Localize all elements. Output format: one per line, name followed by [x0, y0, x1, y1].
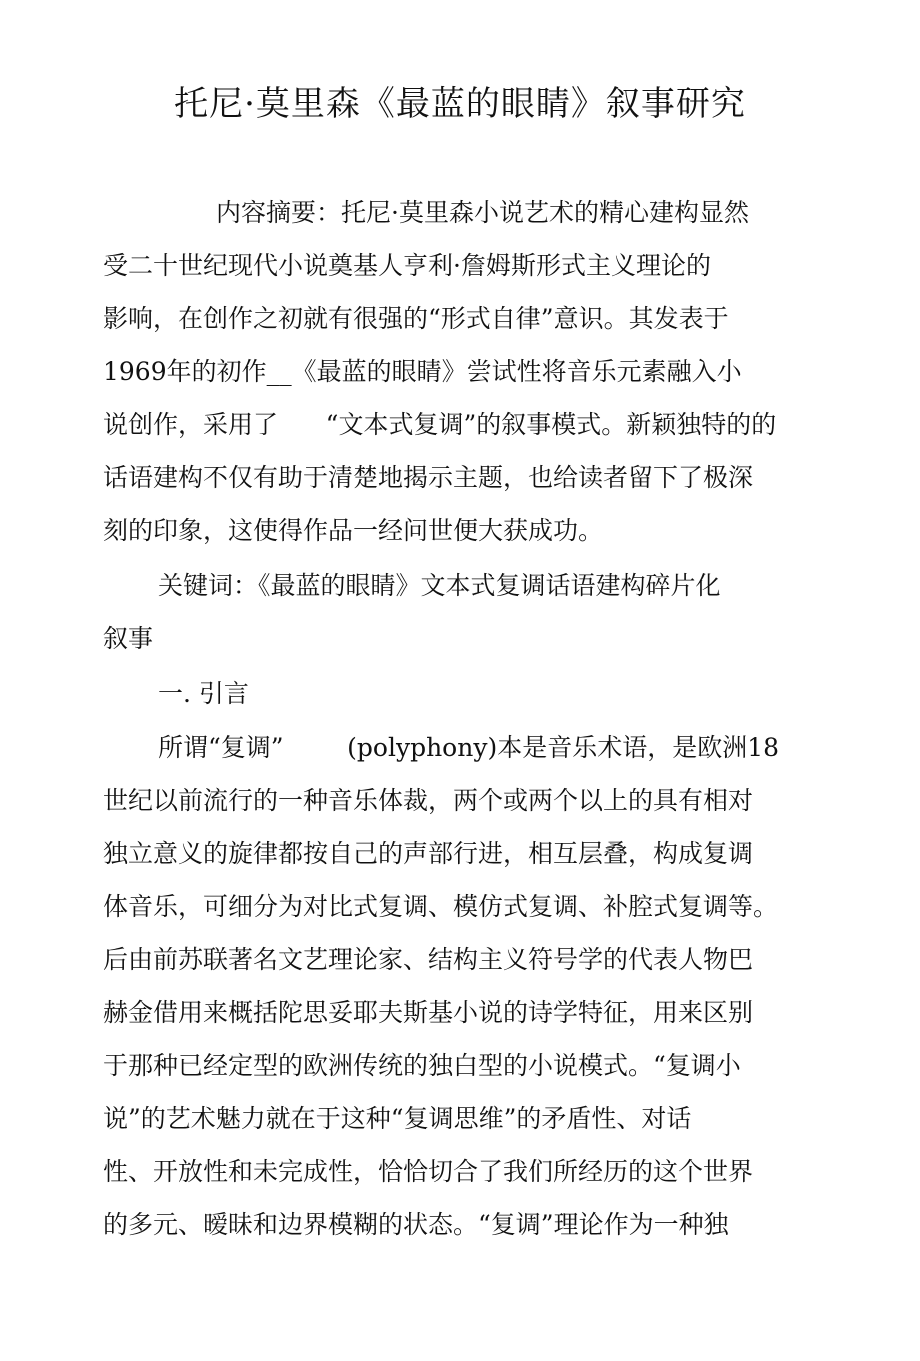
body-line-10: 的多元、暧昧和边界模糊的状态。“复调”理论作为一种独 — [103, 1210, 729, 1239]
body-line-3: 独立意义的旋律都按自己的声部行进，相互层叠，构成复调 — [103, 839, 754, 868]
section-heading: 一. 引言 — [158, 679, 249, 708]
document-title: 托尼·莫里森《最蓝的眼睛》叙事研究 — [174, 84, 746, 124]
body-line-5: 后由前苏联著名文艺理论家、结构主义符号学的代表人物巴 — [103, 945, 754, 974]
abstract-line-6: 话语建构不仅有助于清楚地揭示主题，也给读者留下了极深 — [103, 463, 754, 492]
abstract-line-2: 受二十世纪现代小说奠基人亨利·詹姆斯形式主义理论的 — [103, 251, 711, 280]
body-line-1: 所谓“复调” (polyphony)本是音乐术语，是欧洲18 — [158, 733, 780, 762]
abstract-line-5: 说创作，采用了 “文本式复调”的叙事模式。新颖独特的的 — [103, 410, 777, 439]
keywords-line-2: 叙事 — [103, 624, 154, 653]
body-line-9: 性、开放性和未完成性，恰恰切合了我们所经历的这个世界 — [103, 1157, 754, 1186]
abstract-line-1: 内容摘要：托尼·莫里森小说艺术的精心建构显然 — [216, 198, 749, 227]
body-line-4: 体音乐，可细分为对比式复调、模仿式复调、补腔式复调等。 — [103, 892, 779, 921]
abstract-line-4: 1969年的初作__《最蓝的眼睛》尝试性将音乐元素融入小 — [103, 357, 742, 386]
body-line-7: 于那种已经定型的欧洲传统的独白型的小说模式。“复调小 — [103, 1051, 741, 1080]
body-line-2: 世纪以前流行的一种音乐体裁，两个或两个以上的具有相对 — [103, 786, 754, 815]
body-line-8: 说”的艺术魅力就在于这种“复调思维”的矛盾性、对话 — [103, 1104, 692, 1133]
abstract-line-3: 影响，在创作之初就有很强的“形式自律”意识。其发表于 — [103, 304, 729, 333]
body-line-6: 赫金借用来概括陀思妥耶夫斯基小说的诗学特征，用来区别 — [103, 998, 754, 1027]
keywords-line-1: 关键词：《最蓝的眼睛》文本式复调话语建构碎片化 — [158, 571, 721, 600]
abstract-line-7: 刻的印象，这使得作品一经问世便大获成功。 — [103, 516, 604, 545]
